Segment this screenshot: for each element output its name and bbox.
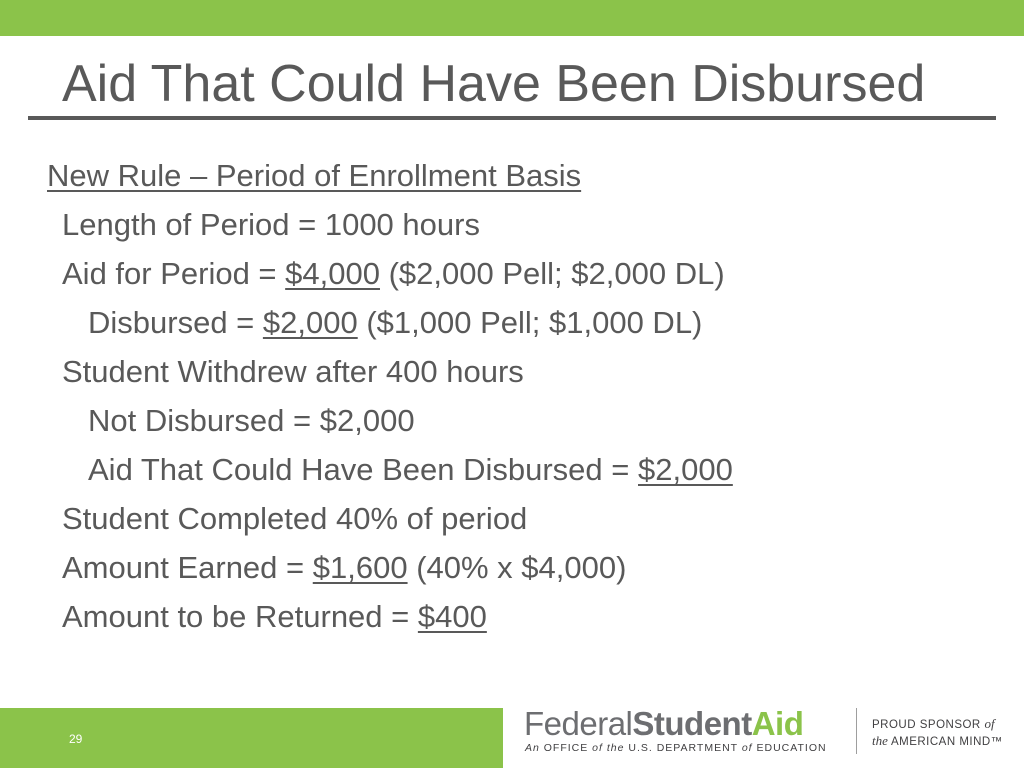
amount-returned-value: $400 — [417, 599, 487, 634]
logo-divider — [856, 708, 857, 754]
logo-tagline-the: the — [606, 742, 625, 754]
sponsor-of: of — [984, 716, 995, 731]
sponsor-proud: PROUD SPONSOR — [872, 719, 985, 731]
logo-tagline-office: OFFICE — [543, 742, 589, 754]
top-accent-bar — [0, 0, 1024, 36]
logo-aid: Aid — [751, 705, 804, 742]
disbursed-amount: $2,000 — [262, 305, 358, 340]
amount-returned-label: Amount to be Returned = — [62, 599, 418, 634]
could-have-been-disbursed-label: Aid That Could Have Been Disbursed = — [88, 452, 638, 487]
slide-title: Aid That Could Have Been Disbursed — [62, 55, 926, 113]
logo-tagline-department: U.S. DEPARTMENT — [624, 742, 742, 754]
slide-number: 29 — [69, 732, 83, 746]
section-heading-text: New Rule – Period of Enrollment Basis — [47, 158, 582, 193]
amount-earned-label: Amount Earned = — [62, 550, 313, 585]
aid-for-period-detail: ($2,000 Pell; $2,000 DL) — [379, 256, 725, 291]
logo-tagline-an: An — [525, 742, 544, 754]
bullet-could-have-been-disbursed — [88, 450, 733, 490]
could-have-been-disbursed-amount: $2,000 — [638, 452, 733, 487]
logo-tagline-of-2: of — [741, 742, 753, 754]
bullet-aid-for-period — [62, 254, 725, 294]
logo-federal: Federal — [524, 705, 633, 742]
logo-student: Student — [632, 705, 752, 742]
disbursed-detail: ($1,000 Pell; $1,000 DL) — [357, 305, 703, 340]
aid-for-period-label: Aid for Period = — [62, 256, 286, 291]
title-underline-rule — [28, 116, 996, 120]
bullet-student-withdrew: Student Withdrew after 400 hours — [62, 354, 524, 389]
bullet-length-of-period: Length of Period = 1000 hours — [62, 207, 480, 242]
bullet-student-completed: Student Completed 40% of period — [62, 501, 528, 536]
sponsor-american-mind: AMERICAN MIND™ — [887, 736, 1003, 748]
federal-student-aid-logo — [524, 704, 844, 760]
logo-tagline-of: of — [588, 742, 607, 754]
bullet-amount-returned — [62, 597, 487, 637]
sponsor-the: the — [872, 733, 888, 748]
bullet-amount-earned — [62, 548, 626, 588]
amount-earned-detail: (40% x $4,000) — [407, 550, 627, 585]
amount-earned-value: $1,600 — [312, 550, 408, 585]
bullet-not-disbursed: Not Disbursed = $2,000 — [88, 403, 415, 438]
bullet-disbursed — [88, 303, 702, 343]
logo-tagline — [525, 742, 827, 754]
aid-for-period-amount: $4,000 — [285, 256, 380, 291]
section-heading — [47, 156, 581, 196]
logo-wordmark — [524, 704, 803, 744]
logo-tagline-education: EDUCATION — [752, 742, 827, 754]
sponsor-tagline — [872, 716, 1003, 750]
sponsor-line-1 — [872, 716, 1003, 733]
sponsor-line-2 — [872, 733, 1003, 750]
disbursed-label: Disbursed = — [88, 305, 263, 340]
